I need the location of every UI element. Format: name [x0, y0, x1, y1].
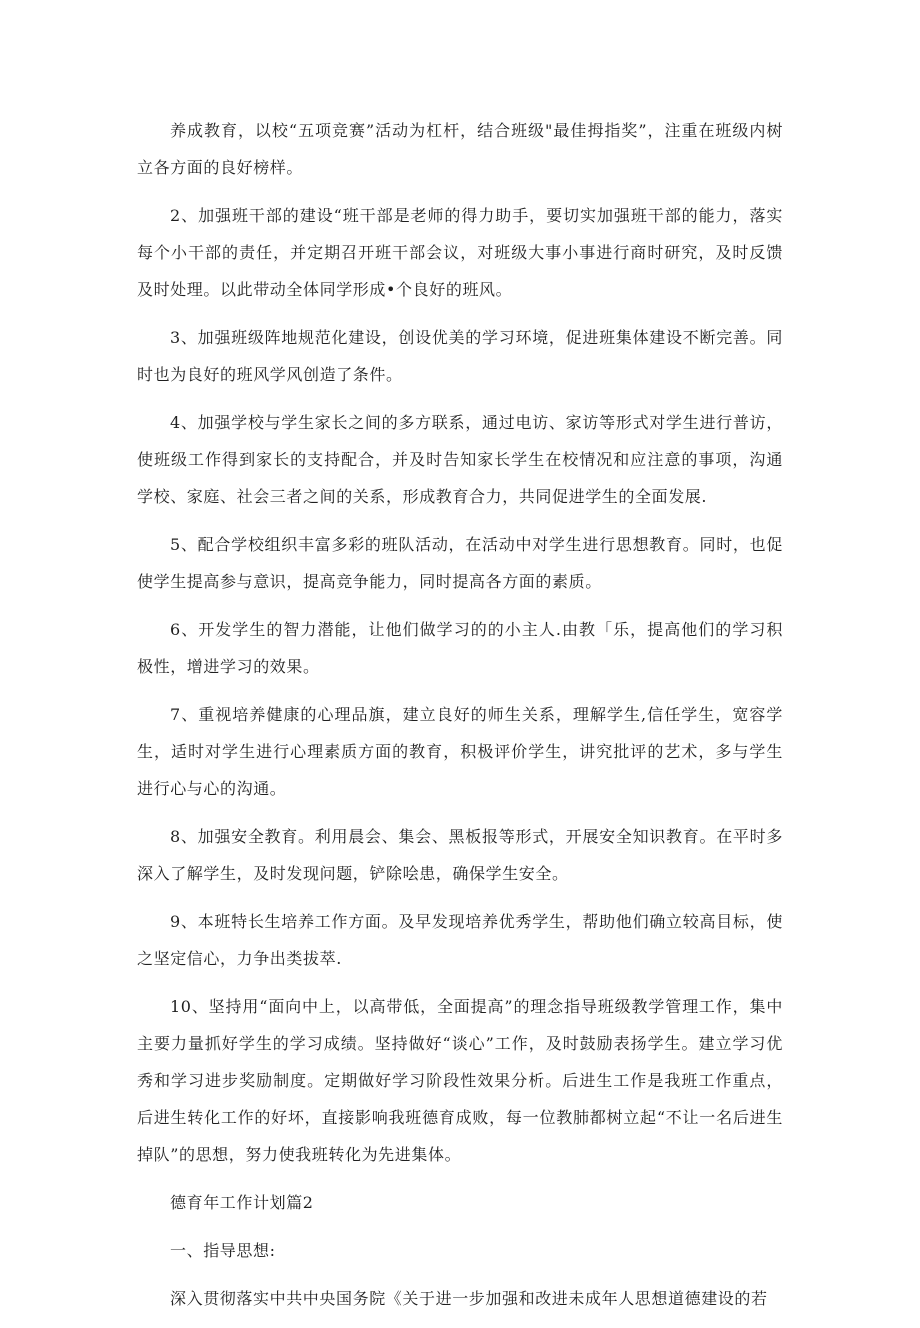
paragraph-item-7: 7、重视培养健康的心理品旗，建立良好的师生关系，理解学生,信任学生，宽容学生，适时对学生进行心理素质方面的教育，积极评价学生，讲究批评的艺术，多与学生进行心与心的沟通。: [137, 705, 783, 798]
paragraph-guiding-ideology: 深入贯彻落实中共中央国务院《关于进一步加强和改进未成年人思想道德建设的若: [170, 1289, 768, 1308]
paragraph-item-10: 10、坚持用“面向中上，以高带低，全面提高”的理念指导班级教学管理工作，集中主要力量抓好学生的学习成绩。坚持做好“谈心”工作，及时鼓励表扬学生。建立学习优秀和学习进步奖励制度。定期做好学习阶段性效果分析。后进生工作是我班工作重点，后进生转化工作的好坏，直接影响我班德育成败，每一位教肺都树立起“不让一名后进生掉队”的思想，努力使我班转化为先进集体。: [137, 997, 783, 1164]
paragraph-item-6: 6、开发学生的智力潜能，让他们做学习的的小主人.由教「乐，提高他们的学习积极性，增进学习的效果。: [137, 620, 783, 676]
section-title: 德育年工作计划篇2: [170, 1193, 314, 1212]
paragraph-item-2: 2、加强班干部的建设“班干部是老师的得力助手，要切实加强班干部的能力，落实每个小干部的责任，并定期召开班干部会议，对班级大事小事进行商时研究，及时反馈及时处理。以此带动全体同学形成•个良好的班风。: [137, 206, 783, 299]
paragraph-continuation: 养成教育，以校“五项竞赛”活动为杠杆，结合班级"最佳拇指奖”，注重在班级内树立各方面的良好榜样。: [137, 121, 783, 177]
paragraph-item-4: 4、加强学校与学生家长之间的多方联系，通过电访、家访等形式对学生进行普访，使班级工作得到家长的支持配合，并及时告知家长学生在校情况和应注意的事项，沟通学校、家庭、社会三者之间的关系，形成教育合力，共同促进学生的全面发展.: [137, 413, 783, 506]
section-heading-guiding-ideology: 一、指导思想:: [170, 1241, 276, 1260]
paragraph-item-9: 9、本班特长生培养工作方面。及早发现培养优秀学生，帮助他们确立较高目标，使之坚定信心，力争出类拔萃.: [137, 912, 783, 968]
paragraph-item-3: 3、加强班级阵地规范化建设，创设优美的学习环境，促进班集体建设不断完善。同时也为良好的班风学风创造了条件。: [137, 328, 783, 384]
paragraph-item-5: 5、配合学校组织丰富多彩的班队活动，在活动中对学生进行思想教育。同时，也促使学生提高参与意识，提高竞争能力，同时提高各方面的素质。: [137, 535, 783, 591]
paragraph-item-8: 8、加强安全教育。利用晨会、集会、黑板报等形式，开展安全知识教育。在平时多深入了解学生，及时发现问题，铲除哙患，确保学生安全。: [137, 827, 783, 883]
document-body: [137, 112, 783, 1328]
